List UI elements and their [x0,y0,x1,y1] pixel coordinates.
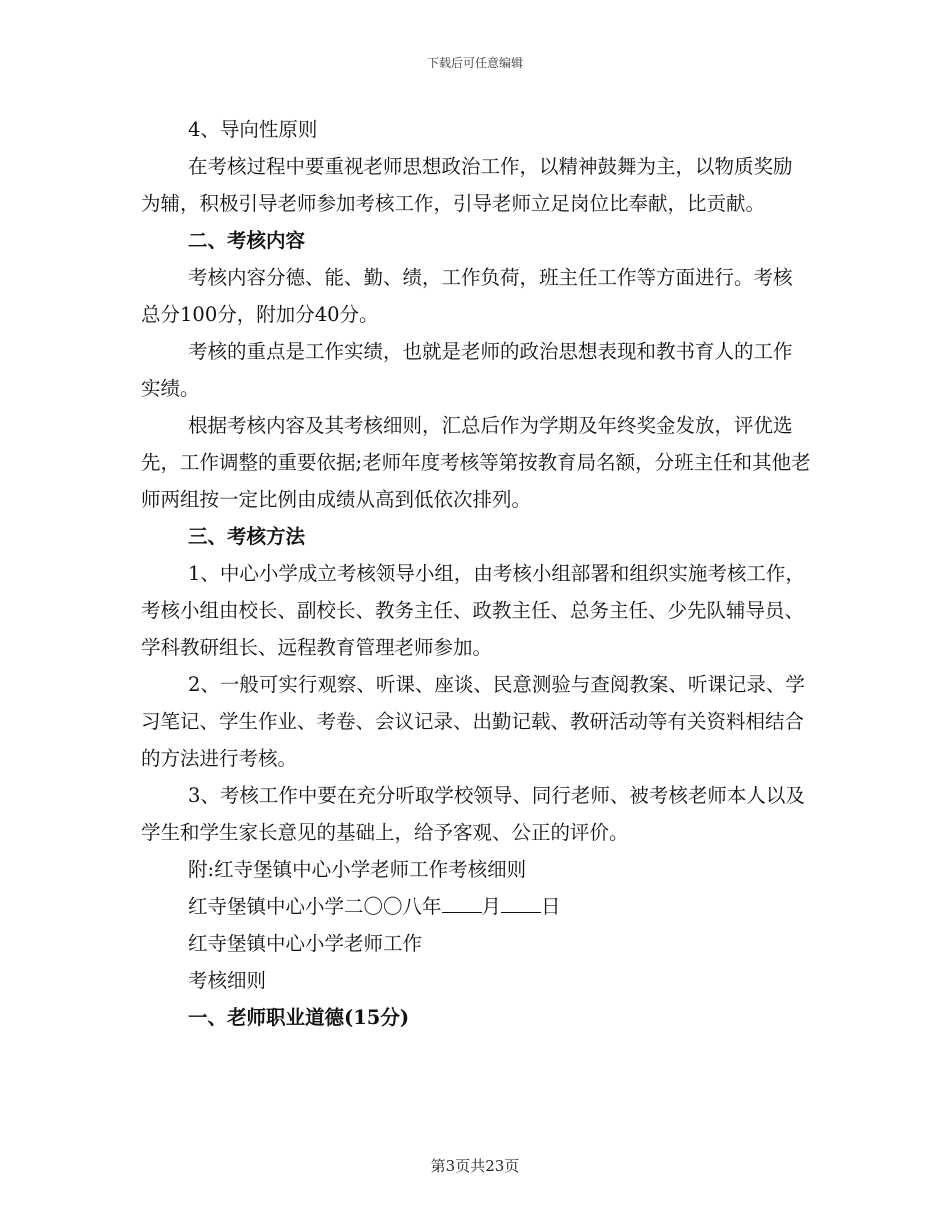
paragraph-key-focus: 考核的重点是工作实绩，也就是老师的政治思想表现和教书育人的工作实绩。 [141,340,793,400]
page-header-note: 下载后可任意编辑 [426,56,523,70]
date-line [141,888,811,925]
paragraph-usage: 根据考核内容及其考核细则，汇总后作为学期及年终奖金发放，评优选先，工作调整的重要依据;老师年度考核等第按教育局名额，分班主任和其他老师两组按一定比例由成绩从高到低依次排列。 [141,414,811,511]
paragraph-method-2: 2、一般可实行观察、听课、座谈、民意测验与查阅教案、听课记录、学习笔记、学生作业、考卷、会议记录、出勤记载、教研活动等有关资料相结合的方法进行考核。 [141,673,805,770]
section-3-heading: 三、考核方法 [188,525,306,548]
paragraph-method-1: 1、中心小学成立考核领导小组，由考核小组部署和组织实施考核工作，考核小组由校长、副校长、教务主任、政教主任、总务主任、少先队辅导员、学科教研组长、远程教育管理老师参加。 [141,562,805,659]
date-line-month: 月 [481,895,502,918]
document-body [141,111,811,1036]
rules-section-1-heading: 一、老师职业道德(15分) [188,1006,410,1029]
date-line-day: 日 [541,895,561,918]
date-line-school-year: 红寺堡镇中心小学二〇〇八年 [188,895,442,918]
day-blank [501,911,541,913]
paragraph-method-3: 3、考核工作中要在充分听取学校领导、同行老师、被考核老师本人以及学生和学生家长意见的基础上，给予客观、公正的评价。 [141,784,805,844]
paragraph-principle-4: 在考核过程中要重视老师思想政治工作，以精神鼓舞为主，以物质奖励为辅，积极引导老师参加考核工作，引导老师立足岗位比奉献，比贡献。 [141,155,793,215]
month-blank [442,911,482,913]
rules-title-line-1: 红寺堡镇中心小学老师工作 [188,932,423,955]
rules-title-line-2: 考核细则 [188,969,267,992]
page-number: 第3页共23页 [430,1157,520,1175]
principle-4-heading: 4、导向性原则 [188,118,318,141]
paragraph-content-scope: 考核内容分德、能、勤、绩，工作负荷，班主任工作等方面进行。考核总分100分，附加分40分。 [141,266,793,326]
appendix-line: 附:红寺堡镇中心小学老师工作考核细则 [188,858,527,881]
section-2-heading: 二、考核内容 [188,229,306,252]
